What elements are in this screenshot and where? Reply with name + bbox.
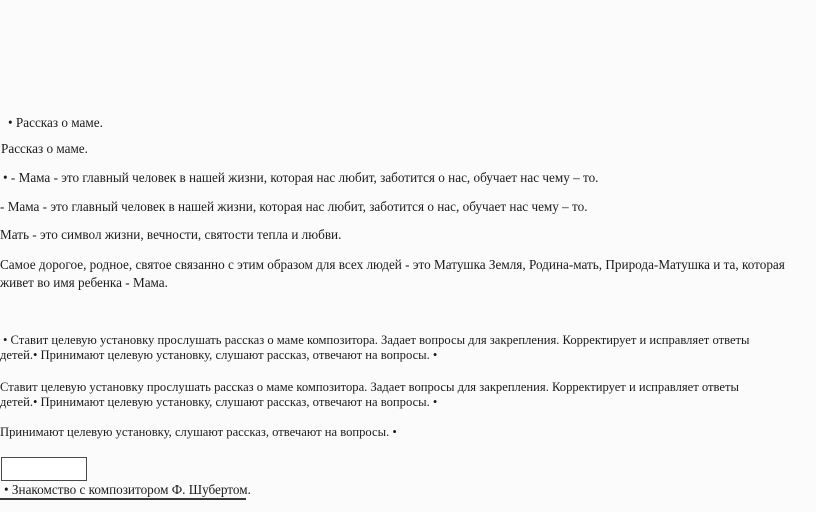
bulleted-line-schubert-introduction: • Знакомство с композитором Ф. Шубертом.	[4, 482, 251, 497]
bulleted-line-teacher-goal-part1: • Ставит целевую установку прослушать рассказ о маме композитора. Задает вопросы для закрепления. Корректирует и исправляет ответы	[3, 333, 750, 347]
line-teacher-goal-repeat-part2: детей.• Принимают целевую установку, слушают рассказ, отвечают на вопросы. •	[0, 395, 438, 409]
bulleted-line-mom-definition: • - Мама - это главный человек в нашей жизни, которая нас любит, заботится о нас, обучает нас чему – то.	[3, 170, 599, 185]
empty-table-cell-box	[1, 457, 87, 481]
table-border-rule	[0, 498, 246, 500]
line-students-accept-goal: Принимают целевую установку, слушают рассказ, отвечают на вопросы. •	[0, 425, 397, 439]
line-dearest-part2: живет во имя ребенка - Мама.	[0, 275, 168, 290]
line-mom-definition: - Мама - это главный человек в нашей жизни, которая нас любит, заботится о нас, обучает нас чему – то.	[0, 199, 588, 214]
line-story-about-mom: Рассказ о маме.	[1, 141, 88, 156]
bulleted-line-teacher-goal-part2: детей.• Принимают целевую установку, слушают рассказ, отвечают на вопросы. •	[0, 348, 438, 362]
line-teacher-goal-repeat-part1: Ставит целевую установку прослушать рассказ о маме композитора. Задает вопросы для закрепления. Корректирует и исправляет ответы	[0, 380, 739, 394]
bulleted-line-story-about-mom: • Рассказ о маме.	[8, 115, 103, 130]
line-mother-symbol: Мать - это символ жизни, вечности, святости тепла и любви.	[0, 227, 342, 242]
line-dearest-part1: Самое дорогое, родное, святое связанно с этим образом для всех людей - это Матушка Земля, Родина-мать, Природа-Матушка и та, которая	[0, 257, 785, 272]
